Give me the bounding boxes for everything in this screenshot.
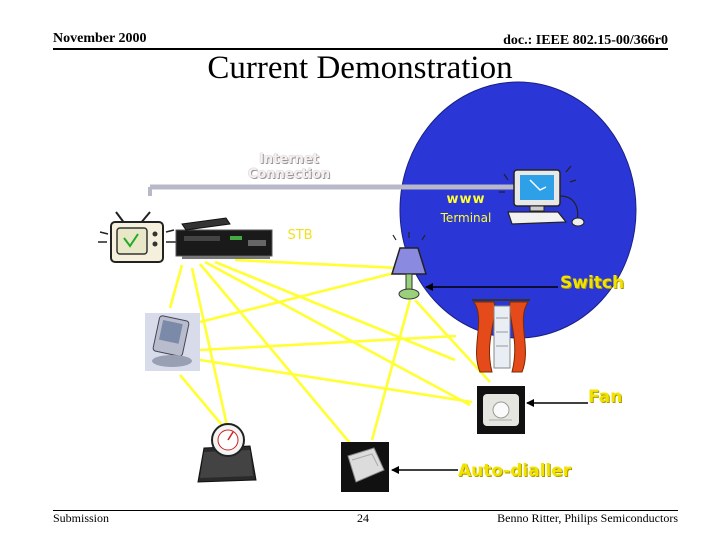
set-top-box-icon (176, 218, 272, 259)
link-pda-lamp (200, 272, 398, 322)
link-pda-scale (180, 375, 222, 425)
tv-icon (98, 212, 176, 262)
footer-submission: Submission (53, 511, 110, 525)
fan-controller-icon (477, 386, 525, 434)
scale-icon (198, 424, 256, 482)
slide-title: Current Demonstration (207, 50, 513, 86)
header-date: November 2000 (53, 31, 147, 46)
terminal-label: Terminal (440, 211, 492, 225)
page-number: 24 (357, 511, 369, 525)
internet-connection-label: Internet Connection (247, 152, 331, 182)
link-pda-curtain (200, 336, 456, 350)
switch-label: Switch (560, 273, 625, 293)
footer-author: Benno Ritter, Philips Semiconductors (497, 511, 678, 525)
auto-dialler-icon (341, 442, 389, 492)
fan-label: Fan (588, 387, 623, 407)
pda-icon (145, 313, 200, 371)
stb-label: STB (287, 228, 313, 243)
link-tv-pda (170, 265, 182, 308)
header-doc-id: doc.: IEEE 802.15-00/366r0 (503, 33, 668, 48)
curtain-icon (472, 300, 530, 372)
auto-dialler-label: Auto-dialler (458, 461, 572, 481)
www-label: www (446, 192, 486, 207)
link-stb-lamp (235, 260, 398, 268)
link-pda-fan (200, 360, 472, 402)
